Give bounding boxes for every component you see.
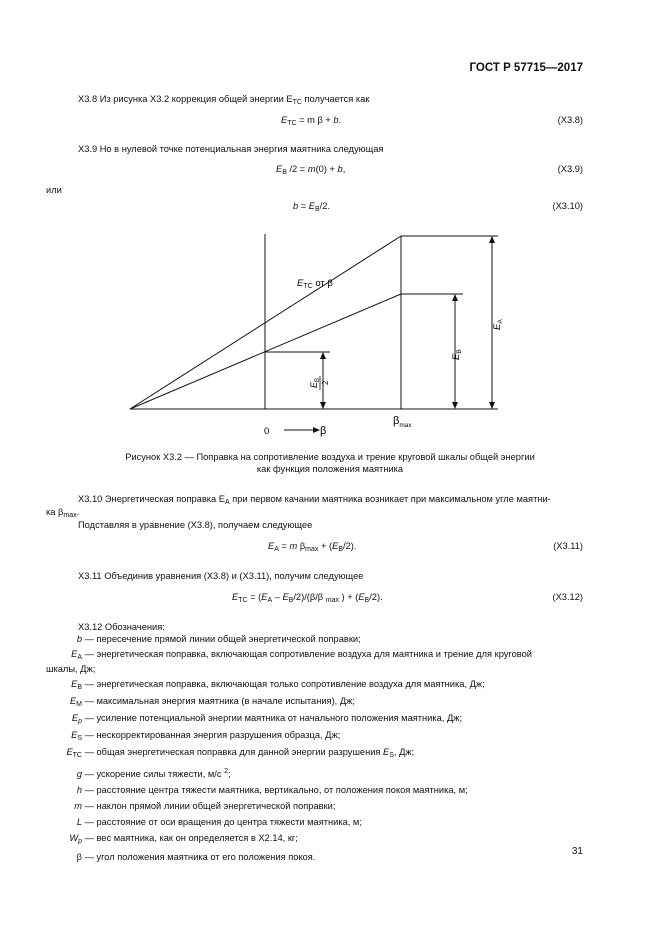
svg-text:EB: $E_B$ — [451, 349, 463, 360]
etc-label: $E_{TC}$ от β — [297, 278, 333, 290]
paragraph-x3-10-line3: Подставляя в уравнение (Х3.8), получаем следующее — [78, 520, 313, 530]
paragraph-x3-12-title: Х3.12 Обозначения: — [78, 622, 165, 632]
axis-zero-label: 0 — [264, 426, 270, 437]
definition-l: L — расстояние от оси вращения до центра тяжести маятника, м; — [76, 817, 362, 828]
equation-number-x3-9: (Х3.9) — [557, 164, 583, 174]
definition-wp: $W_p$ — вес маятника, как он определяется в Х2.14, кг; — [69, 833, 298, 846]
equation-x3-12: $E_{TC} = (E_A - E_B/2)/(\beta/\beta$ $_{max}$ ) + $(E_B/2)$. — [232, 592, 383, 604]
figure-caption: Рисунок Х3.2 — Поправка на сопротивление воздуха и трение круговой шкалы общей энергии как функция положения маятника — [125, 452, 535, 474]
definition-es: $E_S$ — нескорректированная энергия разрушения образца, Дж; — [71, 730, 341, 742]
equation-x3-8: $E_{TC} = m$ β + b. — [281, 115, 342, 127]
definition-beta: β — угол положения маятника от его положения покоя. — [76, 852, 316, 863]
paragraph-x3-10-line2: ка $\beta_{max}$. — [46, 507, 80, 519]
paragraph-x3-10-line1: Х3.10 Энергетическая поправка $E_A$ при первом качании маятника возникает при максимальном угле маятни- — [78, 494, 551, 506]
paragraph-x3-11: Х3.11 Объединив уравнения (Х3.8) и (Х3.11), получим следующее — [78, 571, 364, 581]
equation-number-x3-11: (Х3.11) — [553, 541, 583, 551]
equation-number-x3-8: (Х3.8) — [557, 115, 583, 125]
equation-number-x3-12: (Х3.12) — [552, 592, 583, 602]
definition-h: h — расстояние центра тяжести маятника, вертикально, от положения покоя маятника, м; — [76, 785, 468, 796]
eb-half-label — [309, 376, 330, 390]
definitions-list — [0, 632, 583, 865]
definition-etc: $E_{TC}$ — общая энергетическая поправка для данной энергии разрушения $E_S$, Дж; — [66, 747, 415, 759]
svg-text:2: 2 — [321, 380, 330, 385]
axis-bmax-label: $\beta_{max}$ — [393, 415, 412, 429]
equation-x3-10: $b = E_B/2$. — [293, 201, 330, 213]
document-code: ГОСТ Р 57715—2017 — [469, 62, 583, 74]
definition-b: b — пересечение прямой линии общей энергетической поправки; — [76, 634, 361, 644]
svg-text:EB: $E_B$ — [309, 377, 321, 388]
definition-m: m — наклон прямой линии общей энергетической поправки; — [74, 801, 336, 812]
definition-em: $E_M$ — максимальная энергия маятника (в начале испытания), Дж; — [69, 696, 355, 708]
paragraph-x3-9: Х3.9 Но в нулевой точке потенциальная энергия маятника следующая — [78, 144, 384, 154]
svg-text:EA: $E_A$ — [492, 319, 504, 330]
equation-number-x3-10: (Х3.10) — [552, 201, 583, 211]
definition-g: g — ускорение силы тяжести, м/с $^2$; — [76, 768, 231, 780]
axis-beta-label: β — [320, 425, 327, 437]
figure-x3-2 — [0, 0, 661, 450]
word-or: или — [46, 185, 62, 195]
definition-eb: $E_B$ — энергетическая поправка, включающая только сопротивление воздуха для маятника, Дж; — [71, 679, 485, 691]
paragraph-x3-8: Х3.8 Из рисунка Х3.2 коррекция общей энергии $E_{TC}$ получается как — [78, 94, 370, 106]
definition-ep: $E_p$ — усиление потенциальной энергии маятника от начального положения маятника, Дж; — [71, 713, 463, 725]
definition-ea: $E_A$ — энергетическая поправка, включающая сопротивление воздуха для маятника и трение для круговой — [71, 649, 532, 661]
definition-ea-cont: шкалы, Дж; — [46, 664, 96, 674]
equation-x3-11: $E_A = m$ $\beta_{max} + (E_B/2)$. — [268, 541, 357, 553]
equation-x3-9: $E_B$ /2 = m(0) + b, — [276, 164, 346, 176]
page-number: 31 — [571, 846, 583, 857]
ea-label — [492, 319, 504, 330]
eb-label — [451, 349, 463, 360]
